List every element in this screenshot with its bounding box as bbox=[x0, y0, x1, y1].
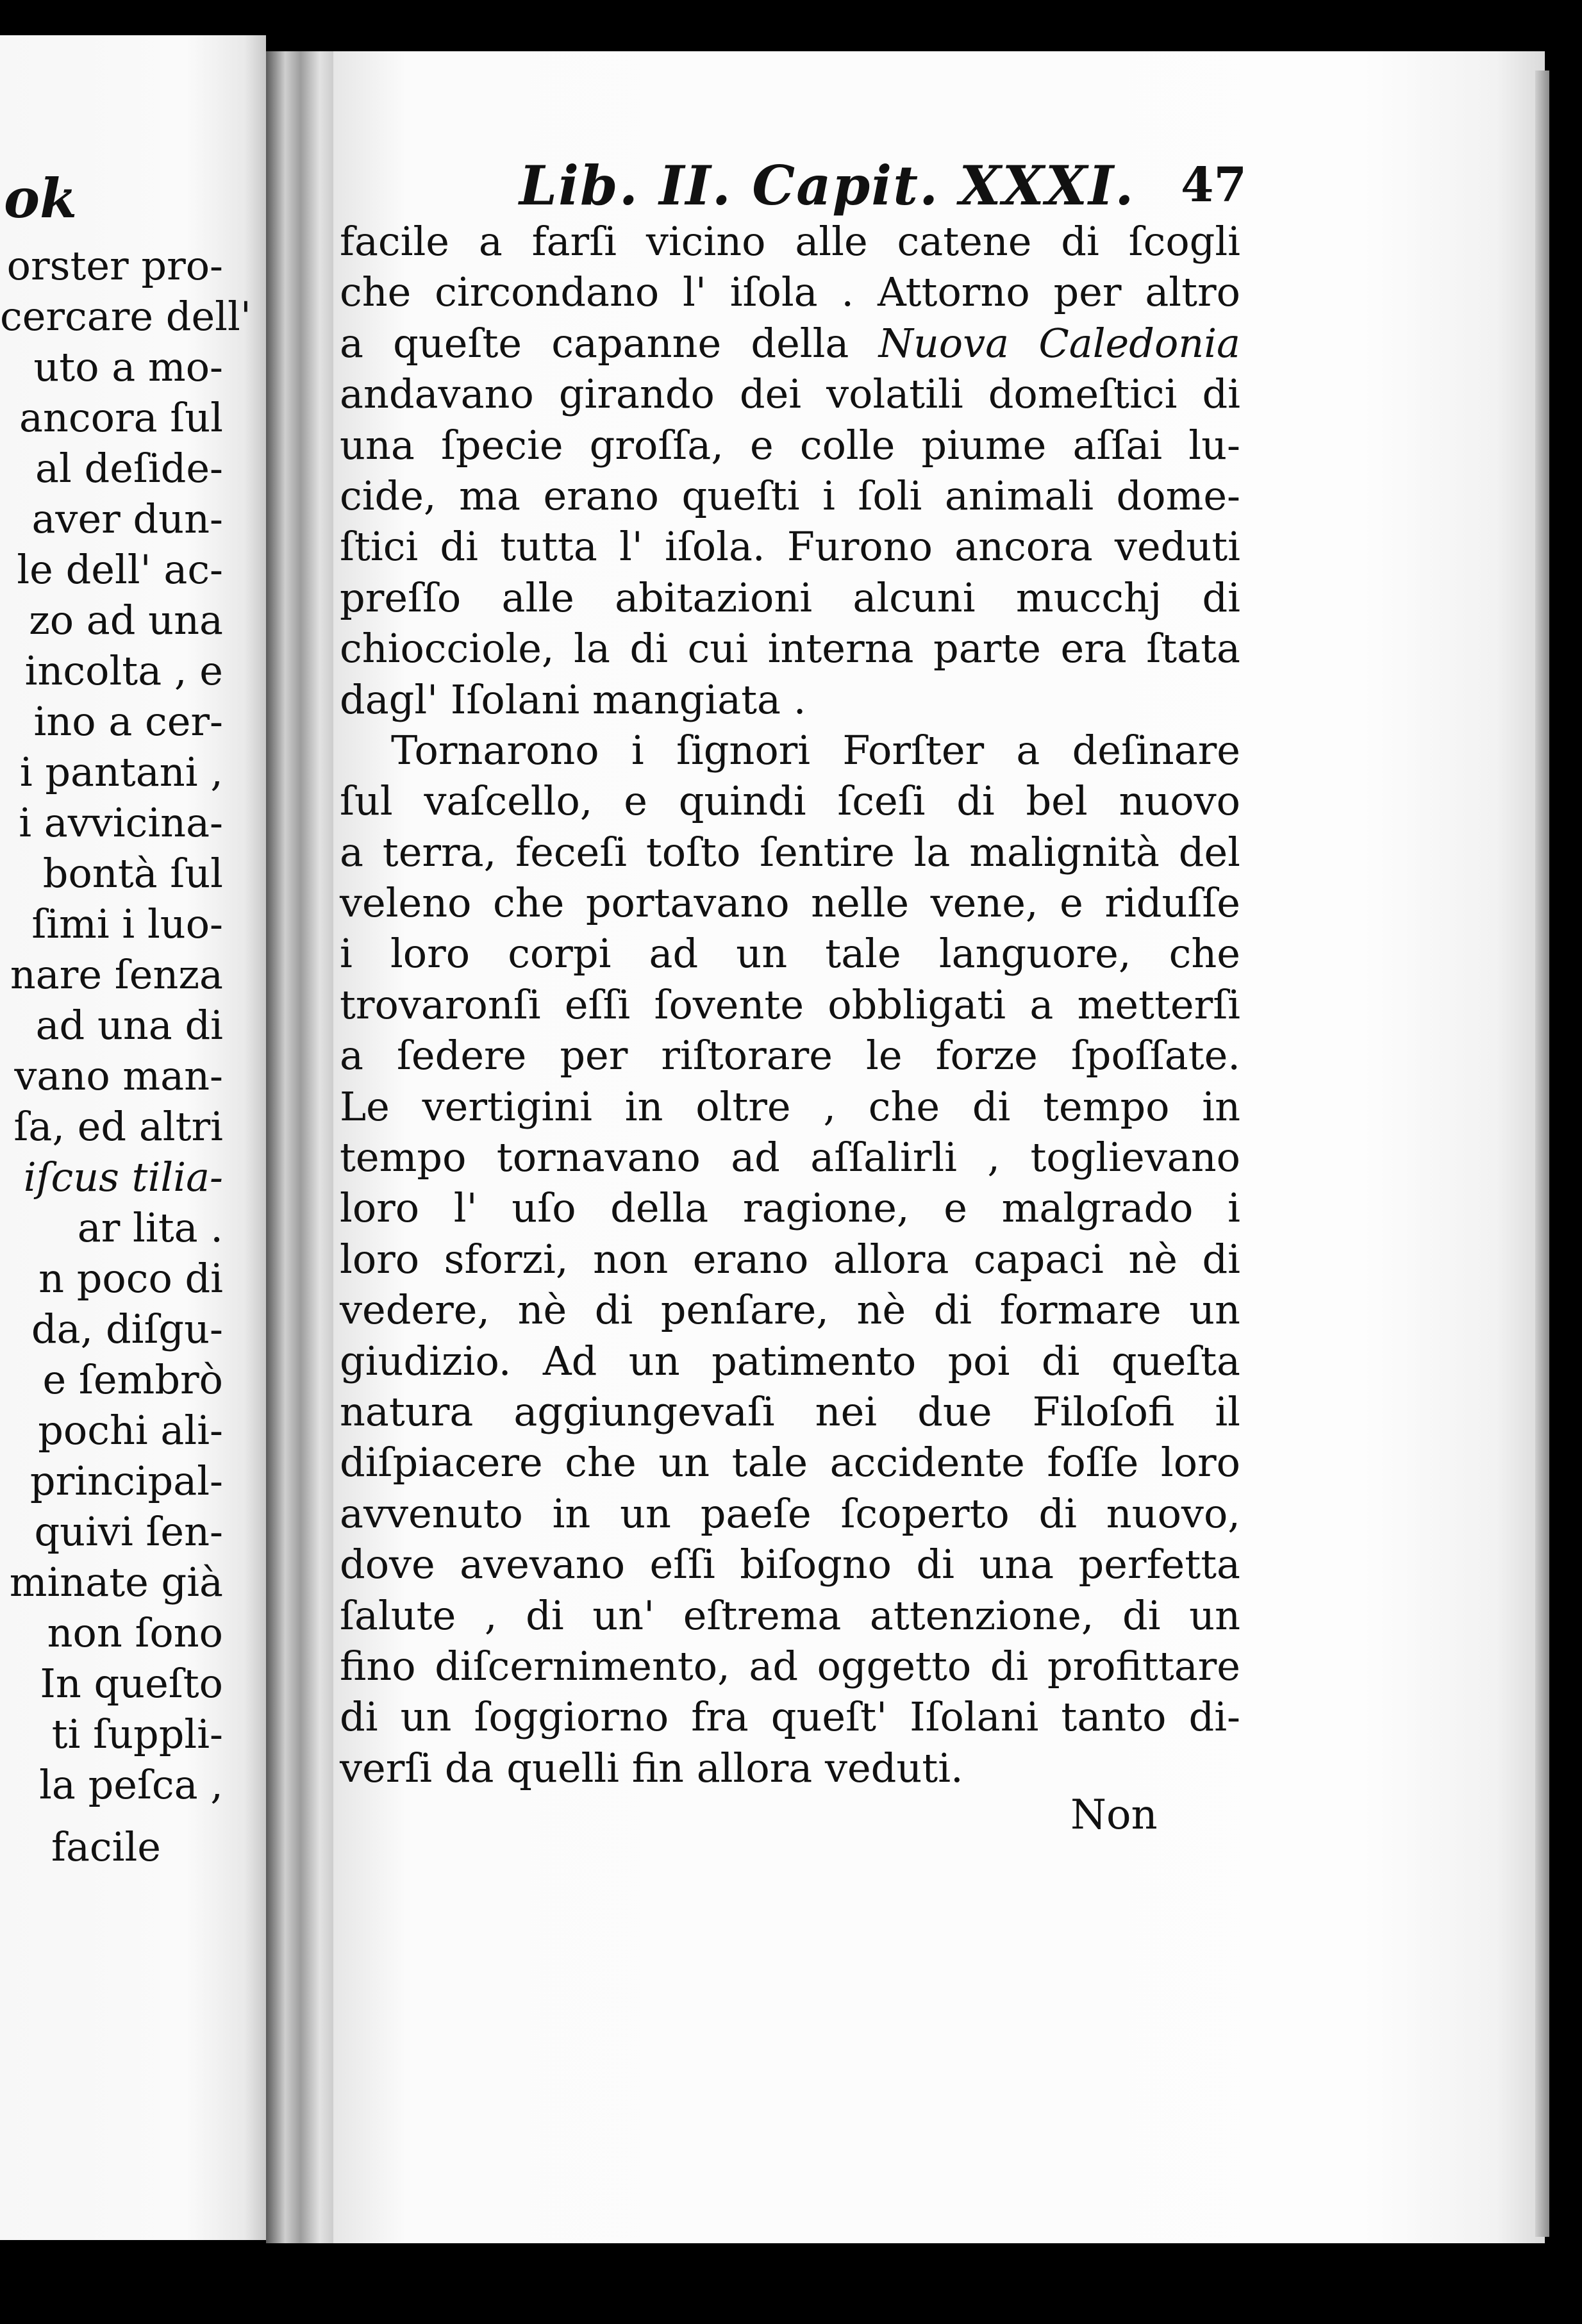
text-line: ſul vaſcello, e quindi ſceſi di bel nuovo bbox=[340, 777, 1240, 825]
left-line: n poco di bbox=[38, 1255, 223, 1302]
left-page-fragment bbox=[0, 35, 266, 2240]
text-line: chiocciole, la di cui interna parte era ſtata bbox=[340, 625, 1240, 672]
left-line: principal- bbox=[29, 1457, 223, 1504]
text-line: facile a farſi vicino alle catene di ſcogli bbox=[340, 218, 1240, 265]
text-line: ſtici di tutta l' iſola. Furono ancora veduti bbox=[340, 523, 1240, 570]
text-line-paragraph-end: dagl' Iſolani mangiata . bbox=[340, 676, 806, 723]
left-line: e ſembrò bbox=[42, 1356, 223, 1403]
text-line: a terra, feceſi toſto ſentire la malignità del bbox=[340, 828, 1240, 876]
left-line: la peſca , bbox=[39, 1761, 223, 1808]
text-line: cide, ma erano queſti i ſoli animali dome- bbox=[340, 472, 1240, 519]
text-line: giudizio. Ad un patimento poi di queſta bbox=[340, 1337, 1240, 1384]
chapter-heading: Lib. II. Capit. XXXI. bbox=[519, 154, 1135, 217]
text-line: loro sforzi, non erano allora capaci nè di bbox=[340, 1235, 1240, 1282]
left-line: ſa, ed altri bbox=[13, 1103, 223, 1150]
text-line: a queſte capanne della Nuova Caledonia bbox=[340, 319, 1240, 367]
left-line: non ſono bbox=[47, 1609, 223, 1656]
left-line: aver dun- bbox=[31, 495, 223, 542]
left-line: nare ſenza bbox=[10, 951, 223, 998]
left-line: uto a mo- bbox=[33, 344, 223, 390]
text-line: tempo tornavano ad aſſalirli , toglievano bbox=[340, 1134, 1240, 1181]
right-page bbox=[333, 51, 1545, 2243]
left-line: ancora ſul bbox=[19, 394, 223, 441]
text-line-paragraph-end: verſi da quelli fin allora veduti. bbox=[340, 1744, 963, 1791]
left-line: ad una di bbox=[35, 1002, 223, 1049]
text-line: preſſo alle abitazioni alcuni mucchj di bbox=[340, 574, 1240, 621]
left-line: le dell' ac- bbox=[17, 546, 223, 593]
text-line: trovaronſi eſſi ſovente obbligati a metterſi bbox=[340, 981, 1240, 1028]
left-line: incolta , e bbox=[24, 647, 223, 694]
text-line: ſalute , di un' eſtrema attenzione, di un bbox=[340, 1591, 1240, 1639]
body-text bbox=[340, 216, 1240, 1793]
text-line: di un ſoggiorno fra queſt' Iſolani tanto di- bbox=[340, 1693, 1240, 1741]
book-gutter bbox=[266, 51, 343, 2243]
text-line: diſpiacere che un tale accidente foſſe loro bbox=[340, 1439, 1240, 1486]
text-line: vedere, nè di penſare, nè di formare un bbox=[340, 1286, 1240, 1334]
left-line: bontà ſul bbox=[42, 850, 223, 897]
text-line: una ſpecie groſſa, e colle piume aſſai lu- bbox=[340, 421, 1240, 469]
catchword: Non bbox=[1070, 1791, 1158, 1839]
left-line: quivi ſen- bbox=[34, 1508, 223, 1555]
text-line: andavano girando dei volatili domeſtici di bbox=[340, 370, 1240, 418]
text-line: dove avevano eſſi biſogno di una perfetta bbox=[340, 1541, 1240, 1588]
left-line: orster pro- bbox=[6, 242, 223, 289]
left-line: i pantani , bbox=[19, 749, 223, 795]
text-line: loro l' uſo della ragione, e malgrado i bbox=[340, 1184, 1240, 1232]
page-edge-shadow bbox=[1535, 71, 1549, 2237]
left-catchword: facile bbox=[51, 1823, 161, 1870]
text-line: a ſedere per riſtorare le forze ſpoſſate. bbox=[340, 1032, 1240, 1079]
left-line: pochi ali- bbox=[38, 1407, 223, 1454]
left-line: minate già bbox=[9, 1559, 223, 1606]
left-line: ar lita . bbox=[77, 1204, 223, 1251]
text-line: fino diſcernimento, ad oggetto di profittare bbox=[340, 1642, 1240, 1689]
left-line: cercare dell' bbox=[0, 293, 251, 340]
text-line: Le vertigini in oltre , che di tempo in bbox=[340, 1083, 1240, 1130]
text-line: i loro corpi ad un tale languore, che bbox=[340, 930, 1240, 977]
left-line: ſimi i luo- bbox=[31, 901, 223, 947]
text-line: natura aggiungevaſi nei due Filoſofi il bbox=[340, 1388, 1240, 1435]
left-line: da, diſgu- bbox=[31, 1306, 223, 1352]
left-line: zo ad una bbox=[29, 597, 223, 643]
text-line: avvenuto in un paeſe ſcoperto di nuovo, bbox=[340, 1490, 1240, 1537]
left-text-block bbox=[0, 240, 251, 1810]
running-head bbox=[333, 154, 1545, 218]
text-line: che circondano l' iſola . Attorno per altro bbox=[340, 269, 1240, 316]
left-line: i avvicina- bbox=[19, 799, 223, 846]
left-line: In queſto bbox=[40, 1660, 223, 1707]
left-running-head: ok bbox=[4, 167, 78, 230]
left-line: ti ſuppli- bbox=[51, 1711, 223, 1757]
left-line: ino a cer- bbox=[33, 698, 223, 745]
text-line-paragraph-start: Tornarono i ſignori Forſter a deſinare bbox=[391, 726, 1240, 774]
page-number: 47 bbox=[1181, 158, 1247, 213]
left-line: al deſide- bbox=[35, 445, 223, 492]
left-line: vano man- bbox=[14, 1052, 223, 1099]
text-line: veleno che portavano nelle vene, e riduſſe bbox=[340, 879, 1240, 927]
left-line-italic: iſcus tilia- bbox=[23, 1154, 223, 1200]
